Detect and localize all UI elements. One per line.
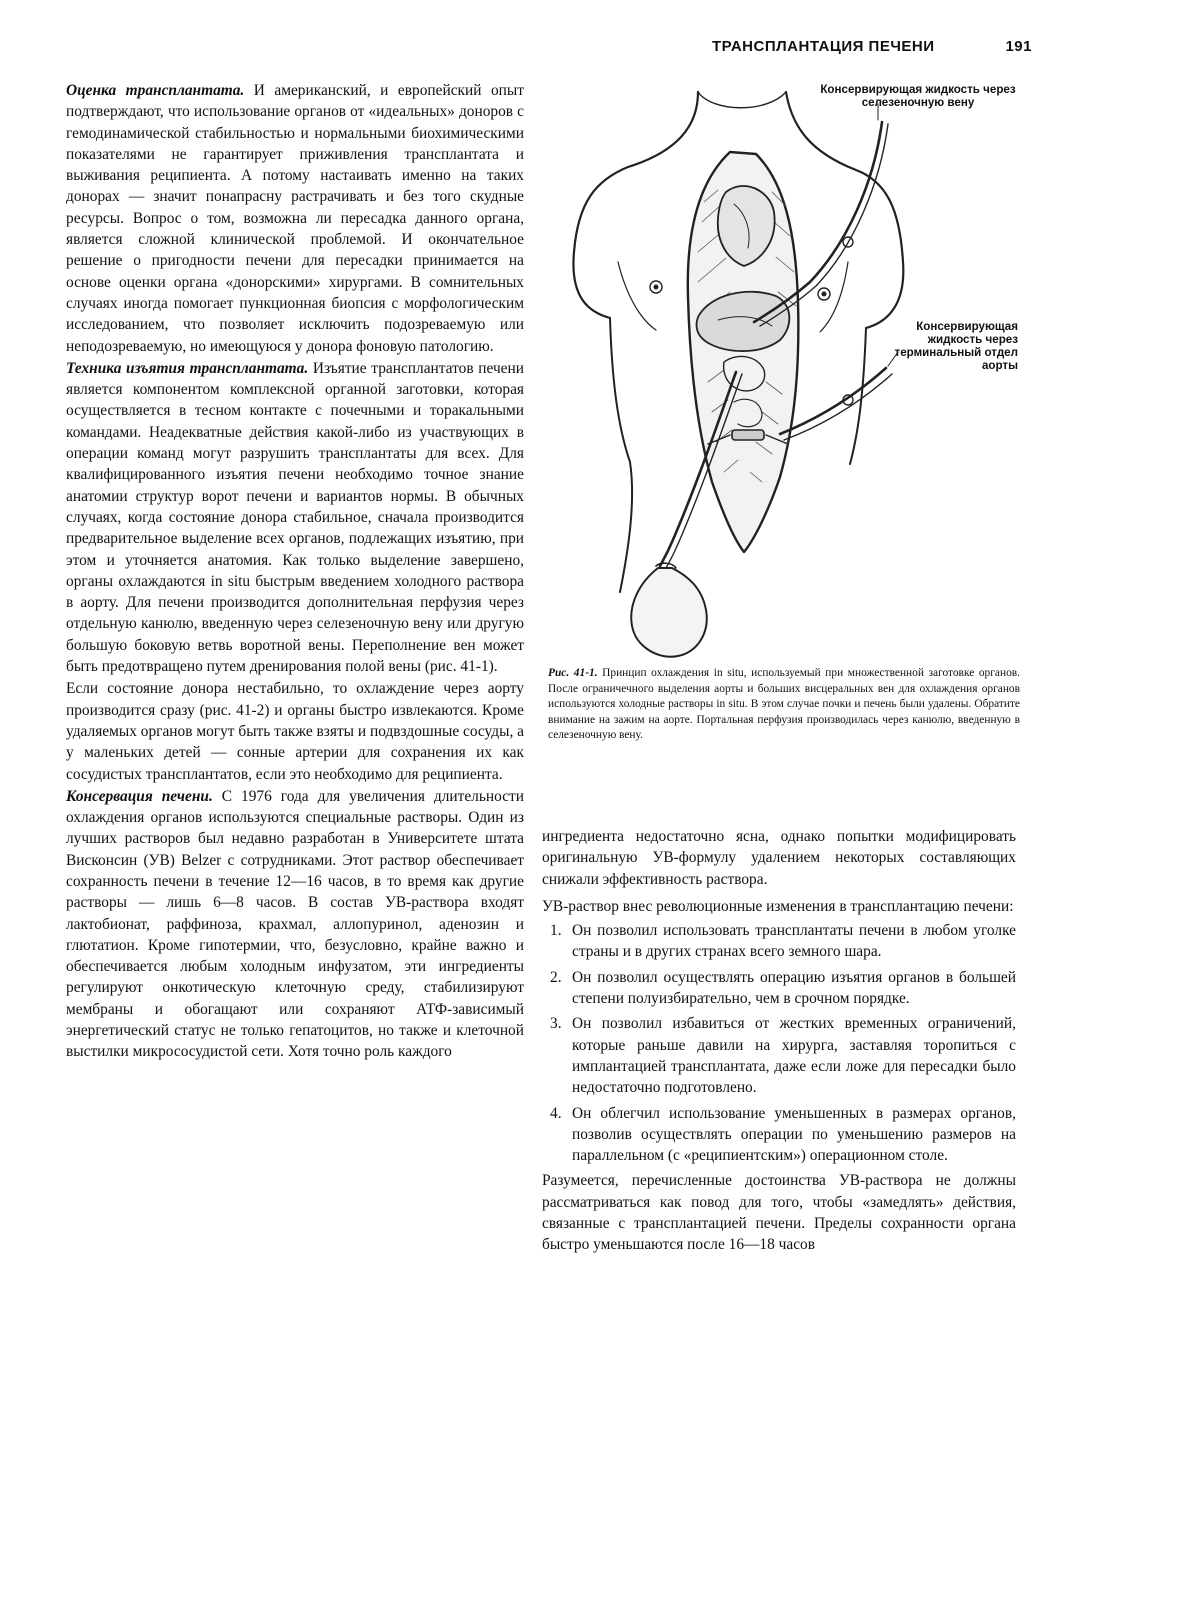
list-text: Он облегчил использование уменьшенных в размерах органов, позволив осуществлять операции по уменьшению размеров на параллельном (с «реципиентским») операционном столе. bbox=[572, 1104, 1016, 1165]
paragraph-list-intro: УВ-раствор внес революционные изменения в трансплантацию печени: bbox=[542, 897, 1014, 915]
paragraph-text: С 1976 года для увеличения длительности охлаждения органов используются специальные растворы. Один из лучших растворов был недавно разработан в Университете штата Висконсин (УВ) Belzer с сотрудниками. Этот раствор обеспечивает сохранность печени в течение 12—16 часов, в то время как другие растворы — лишь 6—8 часов. В состав УВ-раствора входят лактобионат, раффиноза, крахмал, аллопуринол, аденозин и глютатион. Кроме гипотермии, что, безусловно, крайне важно и обеспечивается любым холодным инфузатом, эти ингредиенты регулируют онкотическую клеточную среду, стабилизируют мембраны и обогащают или сохраняют АТФ-зависимый энергетический статус не только гепатоцитов, но также и клеточной выстилки микрососудистой сети. Хотя точно роль каждого bbox=[66, 787, 524, 1061]
list-item bbox=[542, 1103, 1016, 1167]
caption-number: Рис. 41-1. bbox=[548, 667, 598, 679]
list-item bbox=[542, 1013, 1016, 1098]
paragraph-unstable-donor bbox=[66, 678, 524, 784]
figure-41-1 bbox=[548, 82, 1038, 667]
list-number: 4. bbox=[550, 1104, 562, 1122]
right-column bbox=[542, 826, 1016, 1256]
paragraph-closing: Разумеется, перечисленные достоинства УВ-раствора не должны рассматриваться как повод для того, чтобы «замедлять» действия, связанные с трансплантацией печени. Пределы сохранности органа быстро уменьшаются после 16—18 часов bbox=[542, 1172, 1016, 1254]
collection-bag bbox=[631, 568, 707, 657]
caption-text: Принцип охлаждения in situ, используемый при множественной заготовке органов. После ограничечного выделения аорты и больших висцеральных вен для охлаждения органов используются холодные растворы in situ. В этом случае почки и печень были удалены. Обратите внимание на зажим на аорте. Портальная перфузия производилась через канюлю, введенную в селезеночную вену. bbox=[548, 667, 1020, 741]
figure-caption bbox=[548, 666, 1020, 744]
paragraph-text: И американский, и европейский опыт подтверждают, что использование органов от «идеальных» доноров с гемодинамической стабильностью и нормальными биохимическими показателями не гарантирует приживления трансплантата и выживания реципиента. А потому настаивать именно на таких донорах — значит понапрасну растрачивать и без того скудные ресурсы. Вопрос о том, возможна ли пересадка данного органа, является сложной клинической проблемой. И окончательное решение о пригодности печени для пересадки принимается на основе оценки органа «донорскими» хирургами. В сомнительных случаях иногда помогает пункционная биопсия с морфологическим исследованием, что позволяет исключить подозреваемую или неподозреваемую, но имеющуюся у донора фоновую патологию. bbox=[66, 82, 524, 355]
chapter-title: ТРАНСПЛАНТАЦИЯ ПЕЧЕНИ bbox=[712, 38, 935, 55]
list-number: 3. bbox=[550, 1015, 562, 1033]
left-column bbox=[66, 80, 524, 1063]
page-number: 191 bbox=[1005, 38, 1032, 55]
paragraph-harvest-technique bbox=[66, 358, 524, 677]
label-aortic-perfusion: Консервирующая жидкость через терминальный отдел аорты bbox=[894, 320, 1018, 372]
list-number: 1. bbox=[550, 922, 562, 940]
paragraph-liver-preservation bbox=[66, 786, 524, 1063]
paragraph-lead: Консервация печени. bbox=[66, 787, 213, 805]
paragraph-lead: Оценка трансплантата. bbox=[66, 82, 245, 99]
list-text: Он позволил избавиться от жестких временных ограничений, которые раньше давили на хирурга, заставляя торопиться с имплантацией трансплантата, даже если ложе для пересадки было недостаточно подготовлено. bbox=[572, 1015, 1016, 1097]
list-text: Он позволил использовать трансплантаты печени в любом уголке страны и в других странах всего земного шара. bbox=[572, 922, 1016, 961]
paragraph-text: Если состояние донора нестабильно, то охлаждение через аорту производится сразу (рис. 41-2) и органы быстро извлекаются. Кроме удаляемых органов могут быть также взяты и подвздошные сосуды, а у маленьких детей — сонные артерии для сохранения их как сосудистых трансплантатов, если это необходимо для реципиента. bbox=[66, 680, 524, 783]
paragraph-lead: Техника изъятия трансплантата. bbox=[66, 359, 309, 377]
aorta-clamp bbox=[732, 430, 764, 440]
list-item bbox=[542, 920, 1016, 963]
benefits-list bbox=[542, 920, 1016, 1166]
paragraph-continuation: ингредиента недостаточно ясна, однако попытки модифицировать оригинальную УВ-формулу удалением некоторых составляющих снижали эффективность раствора. bbox=[542, 828, 1016, 888]
torso-outline bbox=[573, 92, 698, 318]
paragraph-text: Изъятие трансплантатов печени является компонентом комплексной органной заготовки, которая осуществляется в тесном контакте с почечными и торакальными командами. Неадекватные действия какой-либо из участвующих в операции команд могут разрушить трансплантаты для всех. Для квалифицированного изъятия печени необходимо точное знание анатомии структур ворот печени и вариантов нормы. В обычных случаях, когда состояние донора стабильное, сначала производится предварительное выделение всех органов, подлежащих изъятию, при этом и уточняется анатомия. Как только выделение завершено, органы охлаждаются in situ быстрым введением холодного раствора в аорту. Для печени производится дополнительная перфузия через отдельную канюлю, введенную через селезеночную вену или другую большую боковую ветвь воротной вены. Переполнение вен может быть предотвращено путем дренирования полой вены (рис. 41-1). bbox=[66, 359, 524, 676]
list-item bbox=[542, 967, 1016, 1010]
running-head bbox=[712, 38, 1032, 62]
list-text: Он позволил осуществлять операцию изъятия органов в большей степени полуизбирательно, чем в срочном порядке. bbox=[572, 968, 1016, 1008]
label-splenic-vein-perfusion: Консервирующая жидкость через селезеночную вену bbox=[820, 83, 1016, 109]
anatomical-illustration bbox=[548, 82, 1038, 667]
list-number: 2. bbox=[550, 968, 562, 986]
paragraph-graft-assessment bbox=[66, 80, 524, 357]
